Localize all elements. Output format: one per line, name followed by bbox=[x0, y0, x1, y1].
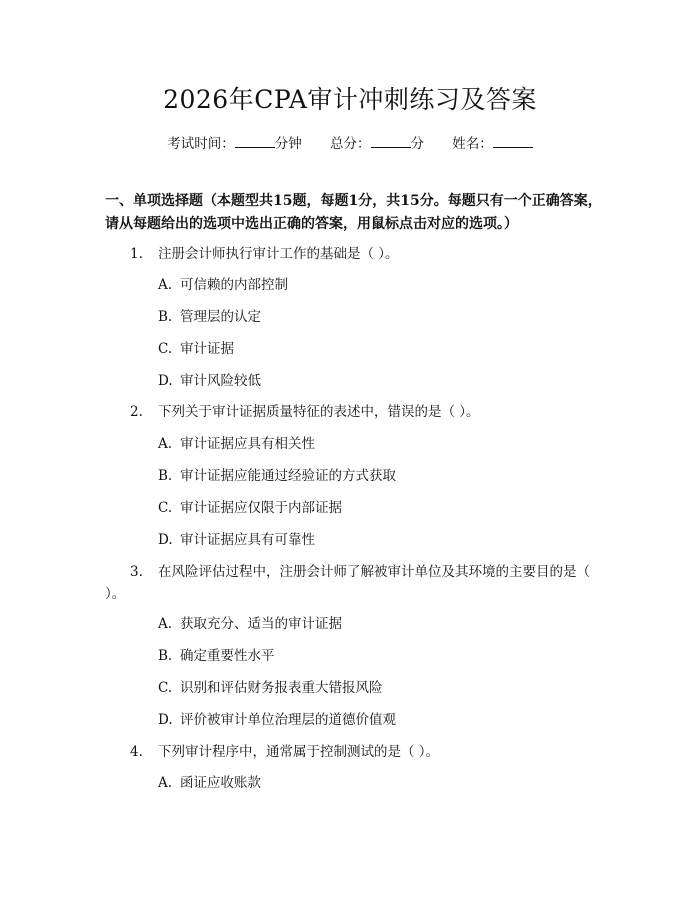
option-text: 确定重要性水平 bbox=[180, 648, 275, 664]
option-letter: B. bbox=[158, 648, 173, 664]
total-score-blank[interactable] bbox=[371, 135, 411, 148]
q3-option-c[interactable] bbox=[158, 678, 598, 698]
option-text: 管理层的认定 bbox=[180, 309, 261, 325]
option-text: 函证应收账款 bbox=[180, 775, 261, 791]
student-name-blank[interactable] bbox=[493, 135, 533, 148]
q2-option-d[interactable] bbox=[158, 530, 598, 550]
option-letter: B. bbox=[158, 468, 173, 484]
q1-option-b[interactable] bbox=[158, 307, 598, 327]
option-letter: A. bbox=[158, 436, 173, 452]
option-text: 获取充分、适当的审计证据 bbox=[180, 616, 342, 632]
question-2 bbox=[105, 401, 600, 423]
q3-option-d[interactable] bbox=[158, 710, 598, 730]
option-text: 识别和评估财务报表重大错报风险 bbox=[180, 680, 383, 696]
option-letter: C. bbox=[158, 341, 173, 357]
q3-option-b[interactable] bbox=[158, 646, 598, 666]
option-text: 审计证据应具有可靠性 bbox=[180, 532, 315, 548]
question-number: 2. bbox=[130, 404, 143, 420]
question-number: 3. bbox=[130, 564, 143, 580]
option-letter: C. bbox=[158, 680, 173, 696]
question-text: 下列审计程序中，通常属于控制测试的是（ ）。 bbox=[158, 744, 440, 760]
option-letter: D. bbox=[158, 373, 173, 389]
q1-option-a[interactable] bbox=[158, 275, 598, 295]
exam-time bbox=[167, 136, 302, 152]
option-text: 审计风险较低 bbox=[180, 373, 261, 389]
section-heading: 一、单项选择题（本题型共15题，每题1分，共15分。每题只有一个正确答案，请从每题给出的选项中选出正确的答案，用鼠标点击对应的选项。） bbox=[105, 193, 602, 232]
q3-option-a[interactable] bbox=[158, 614, 598, 634]
option-letter: D. bbox=[158, 532, 173, 548]
option-text: 可信赖的内部控制 bbox=[180, 277, 288, 293]
exam-meta bbox=[0, 132, 700, 152]
q4-option-a[interactable] bbox=[158, 773, 598, 793]
question-1 bbox=[105, 243, 600, 265]
option-letter: A. bbox=[158, 775, 173, 791]
total-score bbox=[330, 136, 424, 152]
q1-option-c[interactable] bbox=[158, 339, 598, 359]
option-text: 审计证据应仅限于内部证据 bbox=[180, 500, 342, 516]
option-letter: A. bbox=[158, 616, 173, 632]
page-title: 2026年CPA审计冲刺练习及答案 bbox=[163, 85, 537, 114]
option-letter: D. bbox=[158, 712, 173, 728]
q2-option-a[interactable] bbox=[158, 434, 598, 454]
question-3 bbox=[105, 561, 600, 605]
total-score-unit: 分 bbox=[410, 136, 424, 152]
option-letter: B. bbox=[158, 309, 173, 325]
exam-time-blank[interactable] bbox=[235, 135, 275, 148]
option-text: 审计证据 bbox=[180, 341, 234, 357]
option-letter: A. bbox=[158, 277, 173, 293]
question-number: 1. bbox=[130, 246, 143, 262]
total-score-label: 总分： bbox=[330, 136, 371, 152]
q1-option-d[interactable] bbox=[158, 371, 598, 391]
question-number: 4. bbox=[130, 744, 143, 760]
option-text: 审计证据应能通过经验证的方式获取 bbox=[180, 468, 396, 484]
question-text: 注册会计师执行审计工作的基础是（ ）。 bbox=[158, 246, 399, 262]
exam-time-label: 考试时间： bbox=[167, 136, 235, 152]
question-text: 在风险评估过程中，注册会计师了解被审计单位及其环境的主要目的是（ ）。 bbox=[105, 564, 590, 602]
q2-option-c[interactable] bbox=[158, 498, 598, 518]
option-text: 审计证据应具有相关性 bbox=[180, 436, 315, 452]
student-name bbox=[452, 136, 533, 152]
exam-time-unit: 分钟 bbox=[274, 136, 302, 152]
option-letter: C. bbox=[158, 500, 173, 516]
question-4 bbox=[105, 741, 600, 763]
question-text: 下列关于审计证据质量特征的表述中，错误的是（ ）。 bbox=[158, 404, 480, 420]
option-text: 评价被审计单位治理层的道德价值观 bbox=[180, 712, 396, 728]
q2-option-b[interactable] bbox=[158, 466, 598, 486]
student-name-label: 姓名： bbox=[452, 136, 493, 152]
